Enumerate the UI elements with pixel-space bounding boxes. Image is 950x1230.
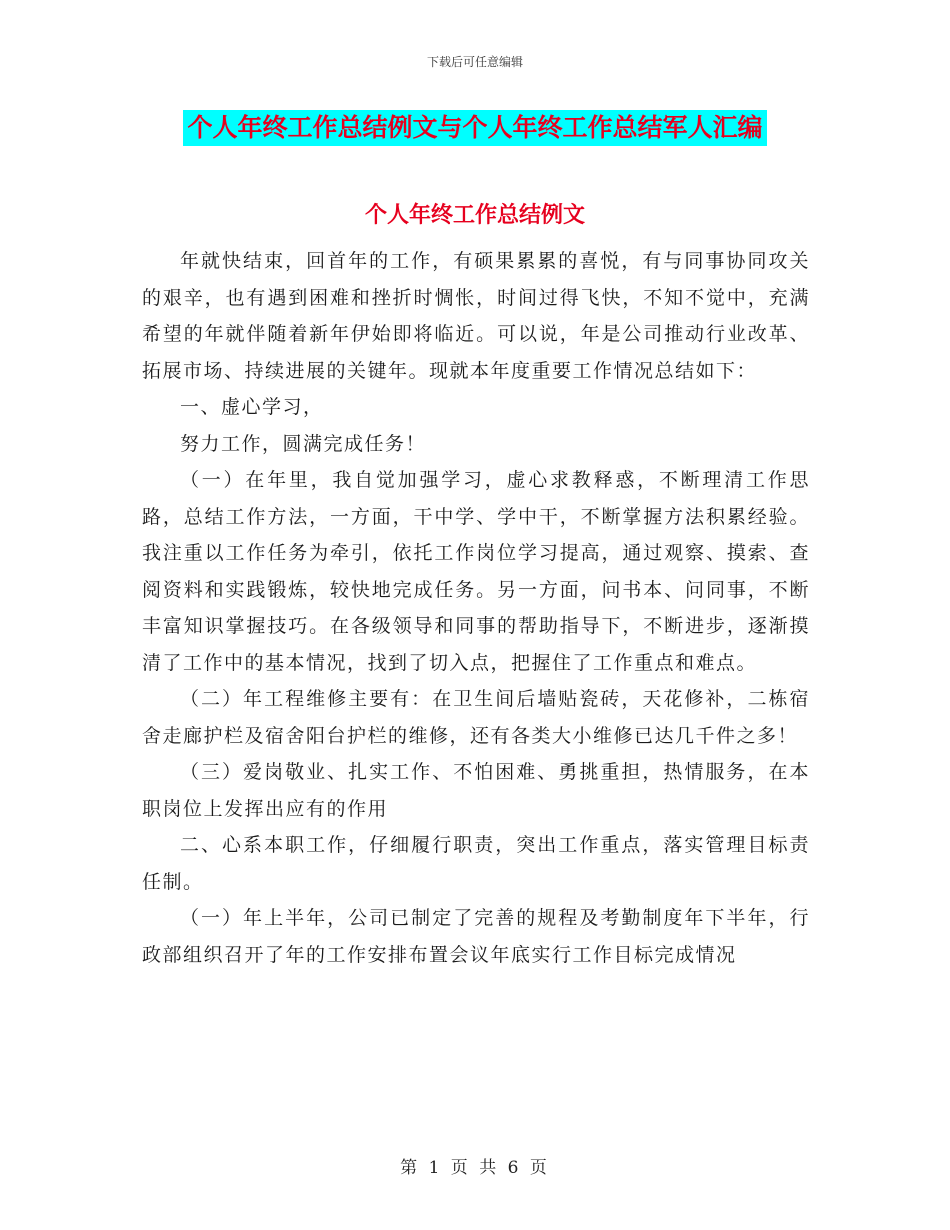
document-body [142,243,810,973]
paragraph: （三）爱岗敬业、扎实工作、不怕困难、勇挑重担，热情服务，在本职岗位上发挥出应有的作用 [142,761,810,820]
paragraph: 二、心系本职工作，仔细履行职责，突出工作重点，落实管理目标责任制。 [142,834,810,893]
paragraph: （一）在年里，我自觉加强学习，虚心求教释惑，不断理清工作思路，总结工作方法，一方面，干中学、学中干，不断掌握方法积累经验。我注重以工作任务为牵引，依托工作岗位学习提高，通过观察、摸索、查阅资料和实践锻炼，较快地完成任务。另一方面，问书本、问同事，不断丰富知识掌握技巧。在各级领导和同事的帮助指导下，不断进步，逐渐摸清了工作中的基本情况，找到了切入点，把握住了工作重点和难点。 [142,469,810,674]
paragraph: 努力工作，圆满完成任务！ [180,432,427,455]
main-title: 个人年终工作总结例文与个人年终工作总结军人汇编 [183,110,766,146]
paragraph: 年就快结束，回首年的工作，有硕果累累的喜悦，有与同事协同攻关的艰辛，也有遇到困难和挫折时惆怅，时间过得飞快，不知不觉中，充满希望的年就伴随着新年伊始即将临近。可以说，年是公司推动行业改革、拓展市场、持续进展的关键年。现就本年度重要工作情况总结如下： [142,250,810,382]
paragraph: （二）年工程维修主要有：在卫生间后墙贴瓷砖，天花修补，二栋宿舍走廊护栏及宿舍阳台护栏的维修，还有各类大小维修已达几千件之多！ [142,688,810,747]
main-title-container [0,110,950,146]
page-footer: 第 1 页 共 6 页 [400,1158,550,1178]
header-note: 下载后可任意编辑 [426,55,523,69]
paragraph: （一）年上半年，公司已制定了完善的规程及考勤制度年下半年，行政部组织召开了年的工作安排布置会议年底实行工作目标完成情况 [142,907,810,966]
paragraph: 一、虚心学习， [180,396,324,418]
section-title: 个人年终工作总结例文 [364,203,585,228]
